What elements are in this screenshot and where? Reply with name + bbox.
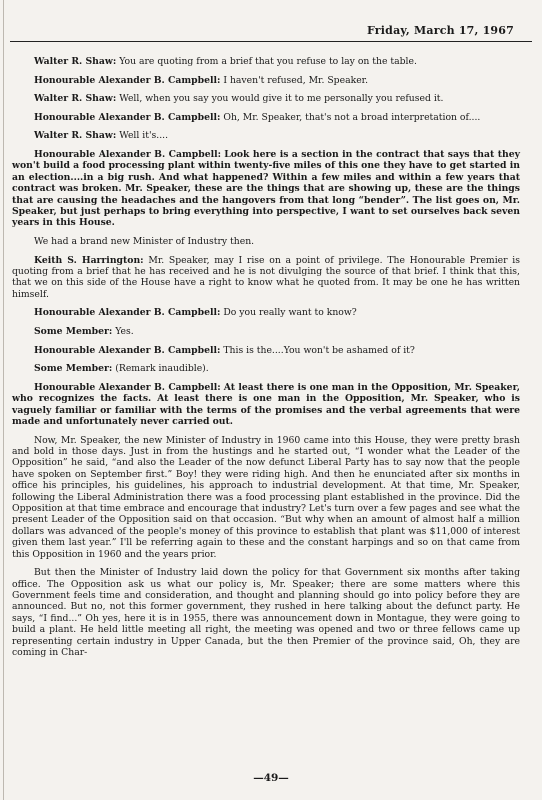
paragraph — [12, 326, 520, 337]
speaker-name: Some Member: — [34, 326, 113, 337]
paragraph-text: (Remark inaudible). — [115, 363, 209, 375]
speaker-name: Honourable Alexander B. Campbell: — [34, 74, 221, 86]
paragraph — [12, 255, 520, 301]
speaker-name: Honourable Alexander B. Campbell: — [34, 111, 221, 123]
paragraph-text: Oh, Mr. Speaker, that's not a broad interpretation of.... — [223, 111, 481, 123]
header-rule — [10, 41, 532, 42]
binding-edge — [3, 0, 4, 800]
paragraph-text: Mr. Speaker, may I rise on a point of privilege. The Honourable Premier is quoting from a brief that he has received and he is not divulging the source of that brief. I think that this, that we on this side of the House have a right to know what he quoted from. It may be one he has written himself. — [12, 254, 520, 300]
paragraph-text: Look here is a section in the contract that says that they won't build a food processing plant within twenty-five miles of this one they have to get started in an election....in a big rush. And what happened? Within a few miles and within a few years that contract was broken. Mr. Speaker, these are the things that are showing up, these are the things that are causing the headaches and the hangovers from that long “bender”. The list goes on, Mr. Speaker, but just perhaps to bring everything into perspective, I want to set ourselves back seven years in this House. — [12, 148, 520, 229]
paragraph-text: Now, Mr. Speaker, the new Minister of Industry in 1960 came into this House, they were pretty brash and bold in those days. Just in from the hustings and he started out, “I wonder what the Leader of the Opposition” he said, “and also the Leader of the now defunct Liberal Party has to say now that the people have spoken on September first.” Boy! they were riding high. And then he enunciated after six months in office his principles, his guidelines, his approach to industrial development. At that time, Mr. Speaker, following the Liberal Administration there was a food processing plant established in the province. Did the Opposition at that time embrace and encourage that industry? Let's turn over a few pages and see what the present Leader of the Opposition said on that occasion. “But why when an amount of almost half a million dollars was advanced of the people's money of this province to establish that plant was $11,000 of interest given them last year.” I'll be referring again to these and the constant harpings and so on that came from this Opposition in 1960 and the years prior. — [12, 434, 520, 560]
paragraph — [12, 382, 520, 428]
paragraph — [12, 112, 520, 123]
paragraph-text: We had a brand new Minister of Industry then. — [34, 236, 255, 247]
speaker-name: Some Member: — [34, 363, 113, 375]
paragraph — [12, 345, 520, 356]
paragraph — [12, 149, 520, 229]
speaker-name: Honourable Alexander B. Campbell: — [34, 381, 221, 393]
paragraph-text: This is the....You won't be ashamed of it? — [223, 344, 415, 356]
paragraph — [12, 93, 520, 104]
transcript-body — [12, 56, 520, 666]
speaker-name: Walter R. Shaw: — [34, 93, 117, 105]
speaker-name: Walter R. Shaw: — [34, 56, 117, 67]
paragraph-text: At least there is one man in the Opposition, Mr. Speaker, who recognizes the facts. At least there is one man in the Opposition, Mr. Speaker, who is vaguely familiar or familiar with the terms of the promises and the verbal agreements that were made and unfortunately never carried out. — [12, 381, 520, 427]
paragraph — [12, 567, 520, 658]
paragraph-text: Well, when you say you would give it to me personally you refused it. — [119, 93, 444, 105]
paragraph — [12, 56, 520, 67]
paragraph-text: Well it's.... — [119, 130, 169, 142]
paragraph — [12, 236, 520, 247]
paragraph-text: You are quoting from a brief that you refuse to lay on the table. — [119, 56, 417, 67]
paragraph-text: But then the Minister of Industry laid down the policy for that Government six months after taking office. The Opposition ask us what our policy is, Mr. Speaker; there are some matters where this Government feels time and consideration, and thought and planning should go into policy before they are announced. But no, not this former government, they rushed in here talking about the defunct party. He says, “I find...” Oh yes, here it is in 1955, there was announcement down in Montague, they were going to build a plant. He held little meeting all right, the meeting was opened and two or three fellows came up representing certain industry in Upper Canada, but the then Premier of the province said, Oh, they are coming in Char- — [12, 567, 520, 659]
speaker-name: Walter R. Shaw: — [34, 130, 117, 142]
speaker-name: Keith S. Harrington: — [34, 254, 144, 266]
paragraph-text: I haven't refused, Mr. Speaker. — [223, 74, 369, 86]
paragraph — [12, 307, 520, 318]
paragraph-text: Yes. — [115, 326, 134, 337]
paragraph — [12, 435, 520, 560]
paragraph-text: Do you really want to know? — [223, 307, 357, 319]
paragraph — [12, 130, 520, 141]
header-date: Friday, March 17, 1967 — [366, 24, 514, 37]
speaker-name: Honourable Alexander B. Campbell: — [34, 307, 221, 319]
page-number: —49— — [253, 772, 289, 784]
paragraph — [12, 75, 520, 86]
paragraph — [12, 363, 520, 374]
speaker-name: Honourable Alexander B. Campbell: — [34, 148, 222, 160]
speaker-name: Honourable Alexander B. Campbell: — [34, 344, 221, 356]
